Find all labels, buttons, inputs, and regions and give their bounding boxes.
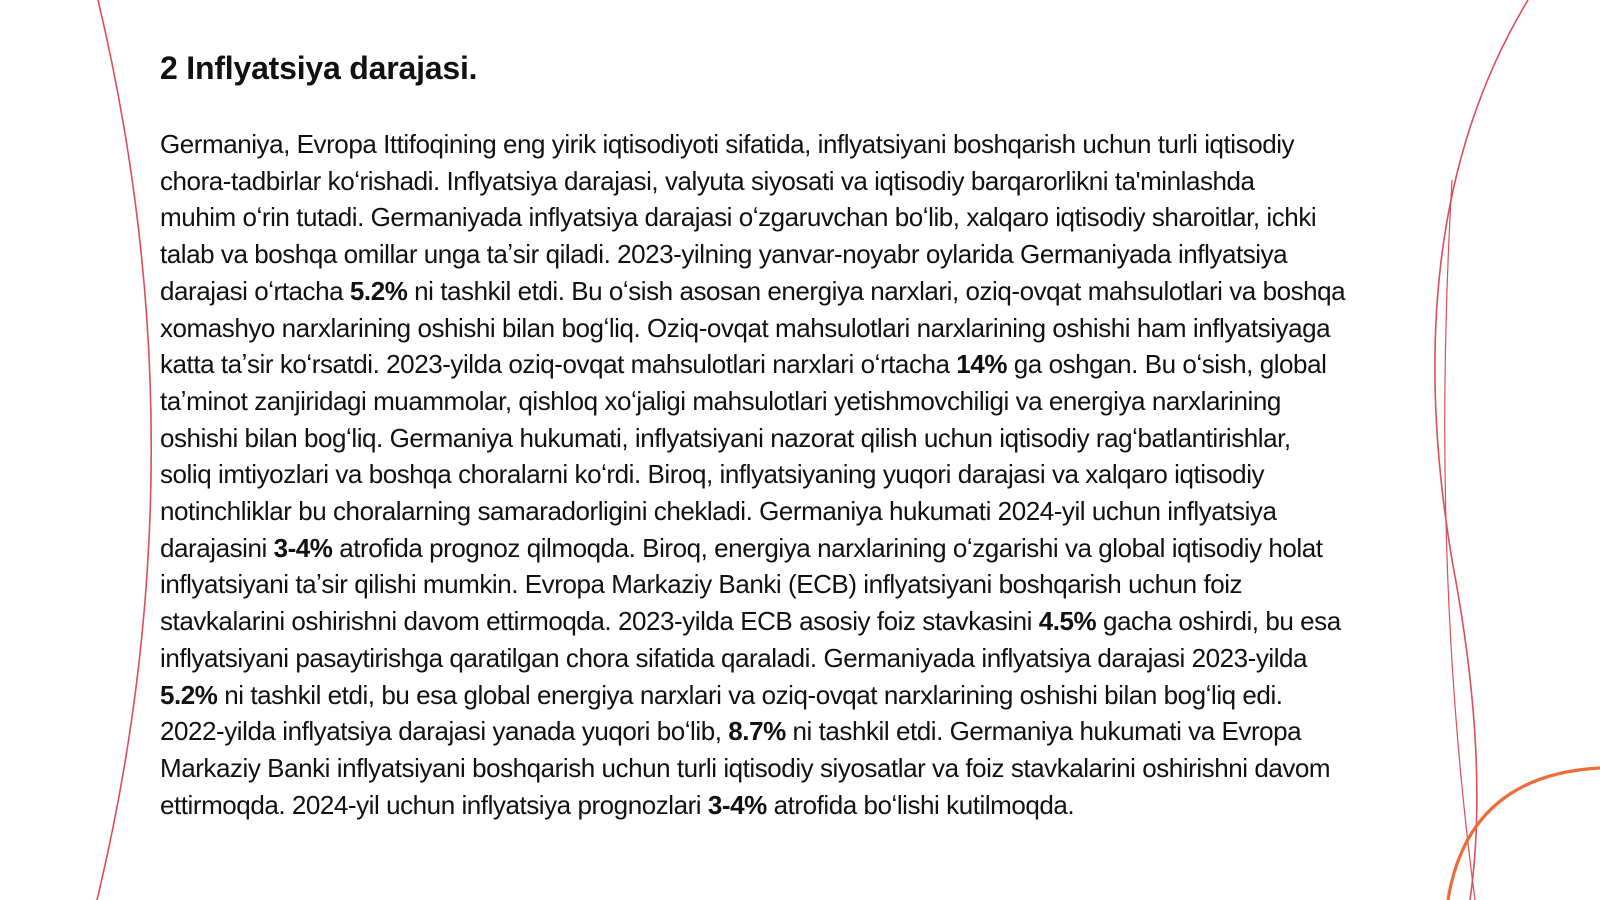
body-line [160, 640, 1490, 677]
body-text: katta taʼsir koʻrsatdi. 2023-yilda oziq-ovqat mahsulotlari narxlari oʻrtacha [160, 349, 957, 380]
body-line [160, 383, 1490, 420]
body-line [160, 713, 1490, 750]
body-line [160, 163, 1490, 200]
body-text: ettirmoqda. 2024-yil uchun inflyatsiya prognozlari [160, 789, 708, 820]
highlighted-figure: 5.2% [349, 275, 408, 306]
body-line [160, 750, 1490, 787]
body-text: Markaziy Banki inflyatsiyani boshqarish uchun turli iqtisodiy siyosatlar va foiz stavkalarini oshirishni davom [160, 752, 1331, 783]
body-text: darajasi oʻrtacha [160, 275, 350, 306]
body-line [160, 273, 1490, 310]
highlighted-figure: 5.2% [160, 679, 218, 710]
body-line [160, 456, 1490, 493]
body-text: darajasini [160, 532, 274, 563]
body-text: ni tashkil etdi, bu esa global energiya narxlari va oziq-ovqat narxlarining oshishi bilan bogʻliq edi. [217, 679, 1283, 710]
body-text: stavkalarini oshirishni davom ettirmoqda. 2023-yilda ECB asosiy foiz stavkasini [160, 606, 1039, 637]
body-text: xomashyo narxlarining oshishi bilan bogʻliq. Oziq-ovqat mahsulotlari narxlarining oshishi ham inflyatsiyaga [160, 312, 1331, 343]
highlighted-figure: 3-4% [707, 789, 767, 820]
highlighted-figure: 8.7% [728, 716, 786, 747]
highlighted-figure: 4.5% [1038, 606, 1097, 637]
body-line [160, 787, 1490, 824]
body-line [160, 420, 1490, 457]
body-line [160, 346, 1490, 383]
body-text: ni tashkil etdi. Germaniya hukumati va Evropa [785, 716, 1302, 747]
body-line [160, 199, 1490, 236]
highlighted-figure: 14% [956, 349, 1007, 380]
body-text: taʼminot zanjiridagi muammolar, qishloq xoʻjaligi mahsulotlari yetishmovchiligi va energiya narxlarining [160, 385, 1281, 416]
body-text: talab va boshqa omillar unga taʼsir qiladi. 2023-yilning yanvar-noyabr oylarida Germaniyada inflyatsiya [160, 239, 1288, 270]
body-line [160, 566, 1490, 603]
body-line [160, 310, 1490, 347]
body-text: ni tashkil etdi. Bu oʻsish asosan energiya narxlari, oziq-ovqat mahsulotlari va boshqa [407, 275, 1346, 306]
body-text: ga oshgan. Bu oʻsish, global [1007, 349, 1327, 380]
body-text: notinchliklar bu choralarning samaradorligini chekladi. Germaniya hukumati 2024-yil uchun inflyatsiya [160, 496, 1277, 527]
body-line [160, 530, 1490, 567]
body-text: chora-tadbirlar koʻrishadi. Inflyatsiya darajasi, valyuta siyosati va iqtisodiy barqarorlikni ta'minlashda [160, 165, 1255, 196]
body-text: Germaniya, Evropa Ittifoqining eng yirik iqtisodiyoti sifatida, inflyatsiyani boshqarish uchun turli iqtisodiy [160, 129, 1295, 159]
highlighted-figure: 3-4% [273, 532, 333, 563]
slide-title: 2 Inflyatsiya darajasi. [160, 50, 478, 86]
body-text: 2022-yilda inflyatsiya darajasi yanada yuqori boʻlib, [160, 716, 729, 747]
body-line [160, 603, 1490, 640]
body-text: inflyatsiyani pasaytirishga qaratilgan chora sifatida qaraladi. Germaniyada inflyatsiya darajasi 2023-yilda [160, 642, 1308, 673]
body-line [160, 126, 1490, 163]
body-text: atrofida prognoz qilmoqda. Biroq, energiya narxlarining oʻzgarishi va global iqtisodiy holat [332, 532, 1323, 563]
body-line [160, 677, 1490, 714]
body-text: oshishi bilan bogʻliq. Germaniya hukumati, inflyatsiyani nazorat qilish uchun iqtisodiy ragʻbatlantirishlar, [160, 422, 1291, 453]
body-text: atrofida boʻlishi kutilmoqda. [766, 789, 1075, 820]
slide-body-paragraph [160, 126, 1490, 823]
body-line [160, 236, 1490, 273]
body-line [160, 493, 1490, 530]
body-text: inflyatsiyani taʼsir qilishi mumkin. Evropa Markaziy Banki (ECB) inflyatsiyani boshqarish uchun foiz [160, 569, 1243, 600]
body-text: soliq imtiyozlari va boshqa choralarni koʻrdi. Biroq, inflyatsiyaning yuqori darajasi va xalqaro iqtisodiy [160, 459, 1265, 490]
body-text: muhim oʻrin tutadi. Germaniyada inflyatsiya darajasi oʻzgaruvchan boʻlib, xalqaro iqtisodiy sharoitlar, ichki [160, 202, 1317, 233]
left-red-arc [97, 0, 151, 900]
body-text: gacha oshirdi, bu esa [1096, 606, 1341, 637]
